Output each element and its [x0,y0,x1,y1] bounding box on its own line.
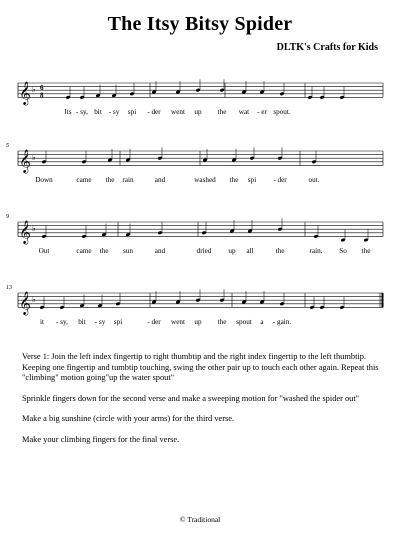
measure-number: 13 [6,285,12,291]
lyric-syllable: the [275,247,285,255]
lyric-syllable: went [171,108,185,116]
lyric-syllable: the [229,176,239,184]
instruction-verse-3: Make a big sunshine (circle with your arms) for the third verse. [22,414,235,423]
measure-number: 5 [6,143,9,149]
lyric-syllable: up [194,108,202,116]
lyric-syllable: - sy, [56,318,68,326]
song-title: The Itsy Bitsy Spider [107,13,293,35]
lyric-syllable: up [228,247,236,255]
flat-key-signature-icon: ♭ [32,224,36,233]
lyric-syllable: the [361,247,371,255]
flat-key-signature-icon: ♭ [32,85,36,94]
lyric-syllable: - der [147,108,161,116]
lyric-syllable: wat [238,108,250,116]
lyric-syllable: - der [147,318,161,326]
lyric-syllable: and [154,176,166,184]
lyric-syllable: dried [196,247,212,255]
lyric-syllable: spout. [273,108,291,116]
lyric-syllable: out. [308,176,320,184]
credit-text: DLTK's Crafts for Kids [276,42,378,53]
time-signature-top: 6 [40,83,44,92]
lyric-syllable: sun [123,247,133,255]
lyric-syllable: Down [35,176,53,184]
lyric-syllable: bit [94,108,102,116]
lyrics-line-2 [0,176,400,188]
lyric-syllable: - der [273,176,287,184]
instruction-verse-4: Make your climbing fingers for the final verse. [22,434,180,444]
lyric-syllable: So [339,247,347,255]
instruction-verse-2: Sprinkle fingers down for the second verse and make a sweeping motion for "washed the spider out" [22,393,360,403]
lyric-syllable: came [76,176,92,184]
lyrics-line-1 [0,108,400,120]
lyric-syllable: - sy, [76,108,88,116]
instruction-verse-1: Verse 1: Join the left index fingertip to right thumbtip and the right index fingertip to the left thumbtip. Keeping one fingertip and tumbtip touching, swing the other pair up to touch each other again. Repeat this "climbing" motion going"up the water spout" [22,352,379,382]
treble-clef-icon: 𝄞 [19,219,31,244]
flat-key-signature-icon: ♭ [32,295,36,304]
lyric-syllable: up [194,318,202,326]
lyric-syllable: Out [38,247,50,255]
lyric-syllable: - gain. [272,318,292,326]
measure-number: 9 [6,214,9,220]
lyric-syllable: spi [247,176,257,184]
lyric-syllable: washed [194,176,216,184]
lyrics-line-3 [0,247,400,259]
lyric-syllable: all [246,247,254,255]
lyric-syllable: came [76,247,92,255]
lyric-syllable: it [40,318,44,326]
treble-clef-icon: 𝄞 [19,80,31,105]
lyric-syllable: spout [236,318,252,326]
lyrics-line-4 [0,318,400,330]
lyric-syllable: spi [127,108,137,116]
lyric-syllable: spi [113,318,123,326]
lyric-syllable: the [217,318,227,326]
flat-key-signature-icon: ♭ [32,153,36,162]
lyric-syllable: the [105,176,115,184]
lyric-syllable: a [260,318,264,326]
final-barline-thick [382,293,384,307]
lyric-syllable: Its [64,108,72,116]
lyric-syllable: the [99,247,109,255]
lyric-syllable: went [171,318,185,326]
lyric-syllable: and [154,247,166,255]
lyric-syllable: - sy [108,108,120,116]
copyright-footer: © Traditional [179,515,221,524]
instructions [22,352,384,455]
lyric-syllable: - er [257,108,267,116]
lyric-syllable: bit [78,318,86,326]
lyric-syllable: the [217,108,227,116]
treble-clef-icon: 𝄞 [19,148,31,173]
lyric-syllable: rain [122,176,134,184]
time-signature-bottom: 8 [40,91,44,100]
lyric-syllable: - sy [94,318,106,326]
lyric-syllable: rain. [309,247,323,255]
treble-clef-icon: 𝄞 [19,290,31,315]
